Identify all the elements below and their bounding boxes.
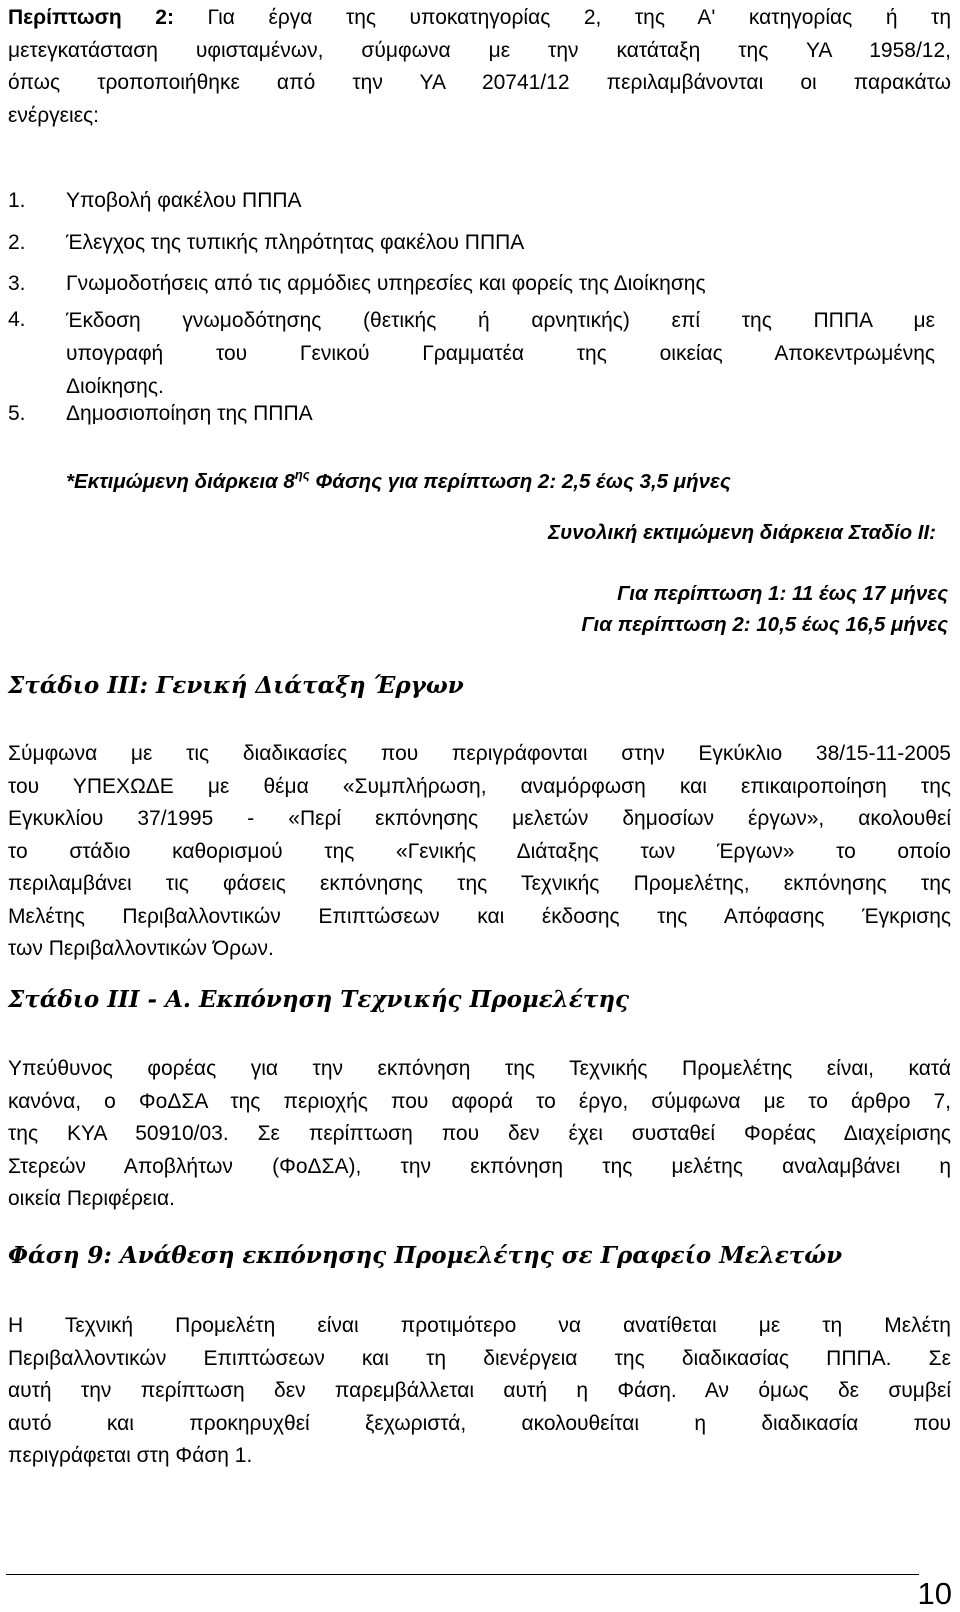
footer-divider [6, 1574, 919, 1575]
list-number: 1. [8, 189, 26, 212]
list-text: Έλεγχος της τυπικής πληρότητας φακέλου ΠΠΠΑ [66, 231, 525, 254]
stage3a-heading: Στάδιο ΙΙΙ - Α. Εκπόνηση Τεχνικής Προμελέτης [8, 986, 630, 1013]
page-number: 10 [917, 1576, 952, 1611]
list-number: 3. [8, 272, 26, 295]
list-text: Δημοσιοποίηση της ΠΠΠΑ [66, 402, 313, 425]
case2-line-4: ενέργειες: [8, 103, 100, 127]
case2-line-1: Περίπτωση 2: Για έργα της υποκατηγορίας 2, της Α' κατηγορίας ή τη [8, 6, 951, 29]
case2-paragraph [8, 2, 951, 132]
stage3-paragraph: Σύμφωνα με τις διαδικασίες που περιγράφονται στην Εγκύκλιο 38/15-11-2005 του ΥΠΕΧΩΔΕ με θέμα «Συμπλήρωση, αναμόρφωση και επικαιροποίηση της Εγκυκλίου 37/1995 - «Περί εκπόνησης μελετών δημοσίων έργων», ακολουθεί το στάδιο καθορισμού της «Γενικής Διάταξης των Έργων» το οποίο περιλαμβάνει τις φάσεις εκπόνησης της Τεχνικής Προμελέτης, εκπόνησης της Μελέτης Περιβαλλοντικών Επιπτώσεων και έκδοσης της Απόφασης Έγκρισης των Περιβαλλοντικών Όρων. [8, 742, 951, 960]
stage2-total-case2: Για περίπτωση 2: 10,5 έως 16,5 μήνες [581, 613, 948, 636]
phase9-heading: Φάση 9: Ανάθεση εκπόνησης Προμελέτης σε Γραφείο Μελετών [8, 1242, 843, 1269]
phase8-duration-note: *Εκτιμώμενη διάρκεια $8^{\eta\varsigma}$ Φάσης για περίπτωση 2: 2,5 έως 3,5 μήνες [66, 467, 731, 493]
list-number: 4. [8, 308, 26, 331]
case2-label: Περίπτωση 2: [8, 6, 174, 29]
stage3-heading: Στάδιο ΙΙΙ: Γενική Διάταξη Έργων [8, 672, 464, 699]
list-number: 2. [8, 231, 26, 254]
stage3a-paragraph: Υπεύθυνος φορέας για την εκπόνηση της Τεχνικής Προμελέτης είναι, κατά κανόνα, ο ΦοΔΣΑ της περιοχής που αφορά το έργο, σύμφωνα με το άρθρο 7, της ΚΥΑ 50910/03. Σε περίπτωση που δεν έχει συσταθεί Φορέας Διαχείρισης Στερεών Αποβλήτων (ΦοΔΣΑ), την εκπόνηση της μελέτης αναλαμβάνει η οικεία Περιφέρεια. [8, 1057, 951, 1210]
stage2-total-case1: Για περίπτωση 1: 11 έως 17 μήνες [617, 582, 948, 605]
case2-line-2: μετεγκατάσταση υφισταμένων, σύμφωνα με την κατάταξη της ΥΑ 1958/12, [8, 38, 951, 62]
stage2-total-heading: Συνολική εκτιμώμενη διάρκεια Σταδίο ΙΙ: [548, 521, 936, 544]
list-text: Γνωμοδοτήσεις από τις αρμόδιες υπηρεσίες και φορείς της Διοίκησης [66, 272, 706, 295]
list-number: 5. [8, 402, 26, 425]
list-text: Έκδοση γνωμοδότησης (θετικής ή αρνητικής) επί της ΠΠΠΑ με υπογραφή του Γενικού Γραμματέα της οικείας Αποκεντρωμένης Διοίκησης. [66, 309, 935, 398]
list-text: Υποβολή φακέλου ΠΠΠΑ [66, 189, 302, 212]
case2-line-3: όπως τροποποιήθηκε από την ΥΑ 20741/12 περιλαμβάνονται οι παρακάτω [8, 71, 951, 94]
phase9-paragraph: Η Τεχνική Προμελέτη είναι προτιμότερο να ανατίθεται με τη Μελέτη Περιβαλλοντικών Επιπτώσεων και τη διενέργεια της διαδικασίας ΠΠΠΑ. Σε αυτή την περίπτωση δεν παρεμβάλλεται αυτή η Φάση. Αν όμως δε συμβεί αυτό και προκηρυχθεί ξεχωριστά, ακολουθείται η διαδικασία που περιγράφεται στη Φάση 1. [8, 1314, 951, 1467]
